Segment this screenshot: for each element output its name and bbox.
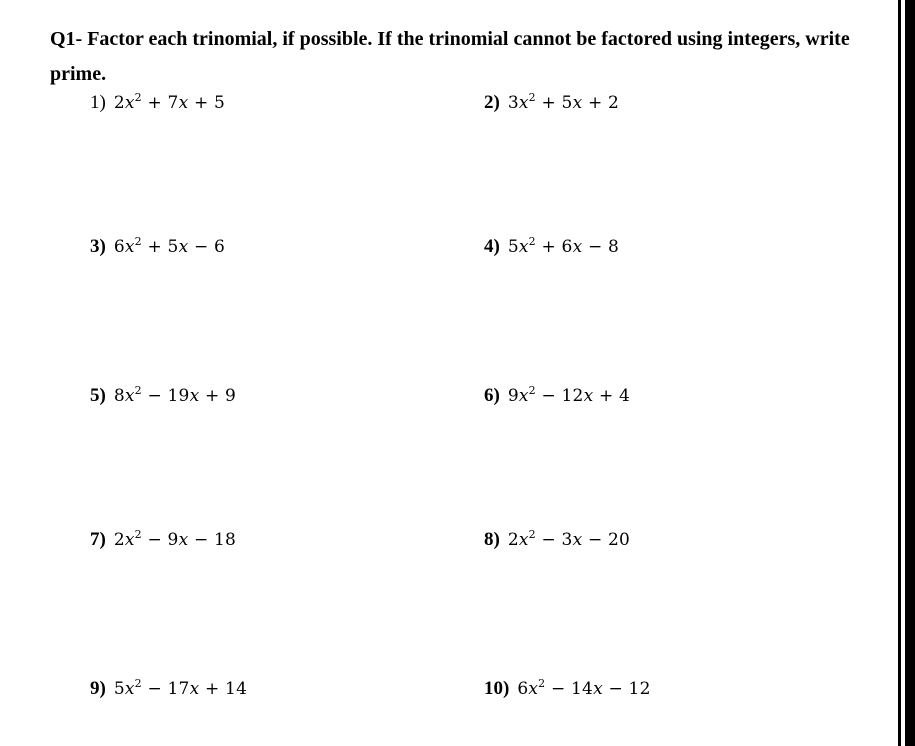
question-title: Q1- Factor each trinomial, if possible. If the trinomial cannot be factored using integers, write prime. [50, 28, 850, 85]
problem-number: 9) [90, 678, 106, 699]
problem-number: 4) [484, 236, 500, 257]
problem-2 [484, 92, 619, 114]
problem-expression: $9x^2 - 12x + 4$ [507, 384, 631, 406]
problem-3 [90, 236, 225, 258]
problem-5 [90, 385, 236, 407]
problem-4 [484, 236, 619, 258]
problem-number: 8) [484, 529, 500, 550]
page-border-right-outer [905, 0, 915, 746]
problem-1 [90, 92, 225, 114]
problem-number: 10) [484, 678, 510, 699]
problem-expression: $2x^2 - 9x - 18$ [113, 528, 237, 550]
problem-10 [484, 678, 651, 700]
problem-expression: $3x^2 + 5x + 2$ [507, 91, 620, 113]
problem-expression: $5x^2 - 17x + 14$ [113, 677, 248, 699]
problem-expression: $8x^2 - 19x + 9$ [113, 384, 237, 406]
problem-8 [484, 529, 630, 551]
problem-expression: $6x^2 - 14x - 12$ [517, 677, 651, 699]
problem-number: 6) [484, 385, 500, 406]
problem-number: 3) [90, 236, 106, 257]
problem-7 [90, 529, 236, 551]
problem-expression: $6x^2 + 5x - 6$ [113, 235, 226, 257]
problem-number: 5) [90, 385, 106, 406]
problem-9 [90, 678, 247, 700]
problem-number: 2) [484, 92, 500, 113]
problem-expression: $2x^2 - 3x - 20$ [507, 528, 631, 550]
problem-number: 1) [90, 92, 106, 113]
problem-number: 7) [90, 529, 106, 550]
problem-6 [484, 385, 630, 407]
problem-expression: $2x^2 + 7x + 5$ [113, 91, 226, 113]
problem-expression: $5x^2 + 6x - 8$ [507, 235, 620, 257]
